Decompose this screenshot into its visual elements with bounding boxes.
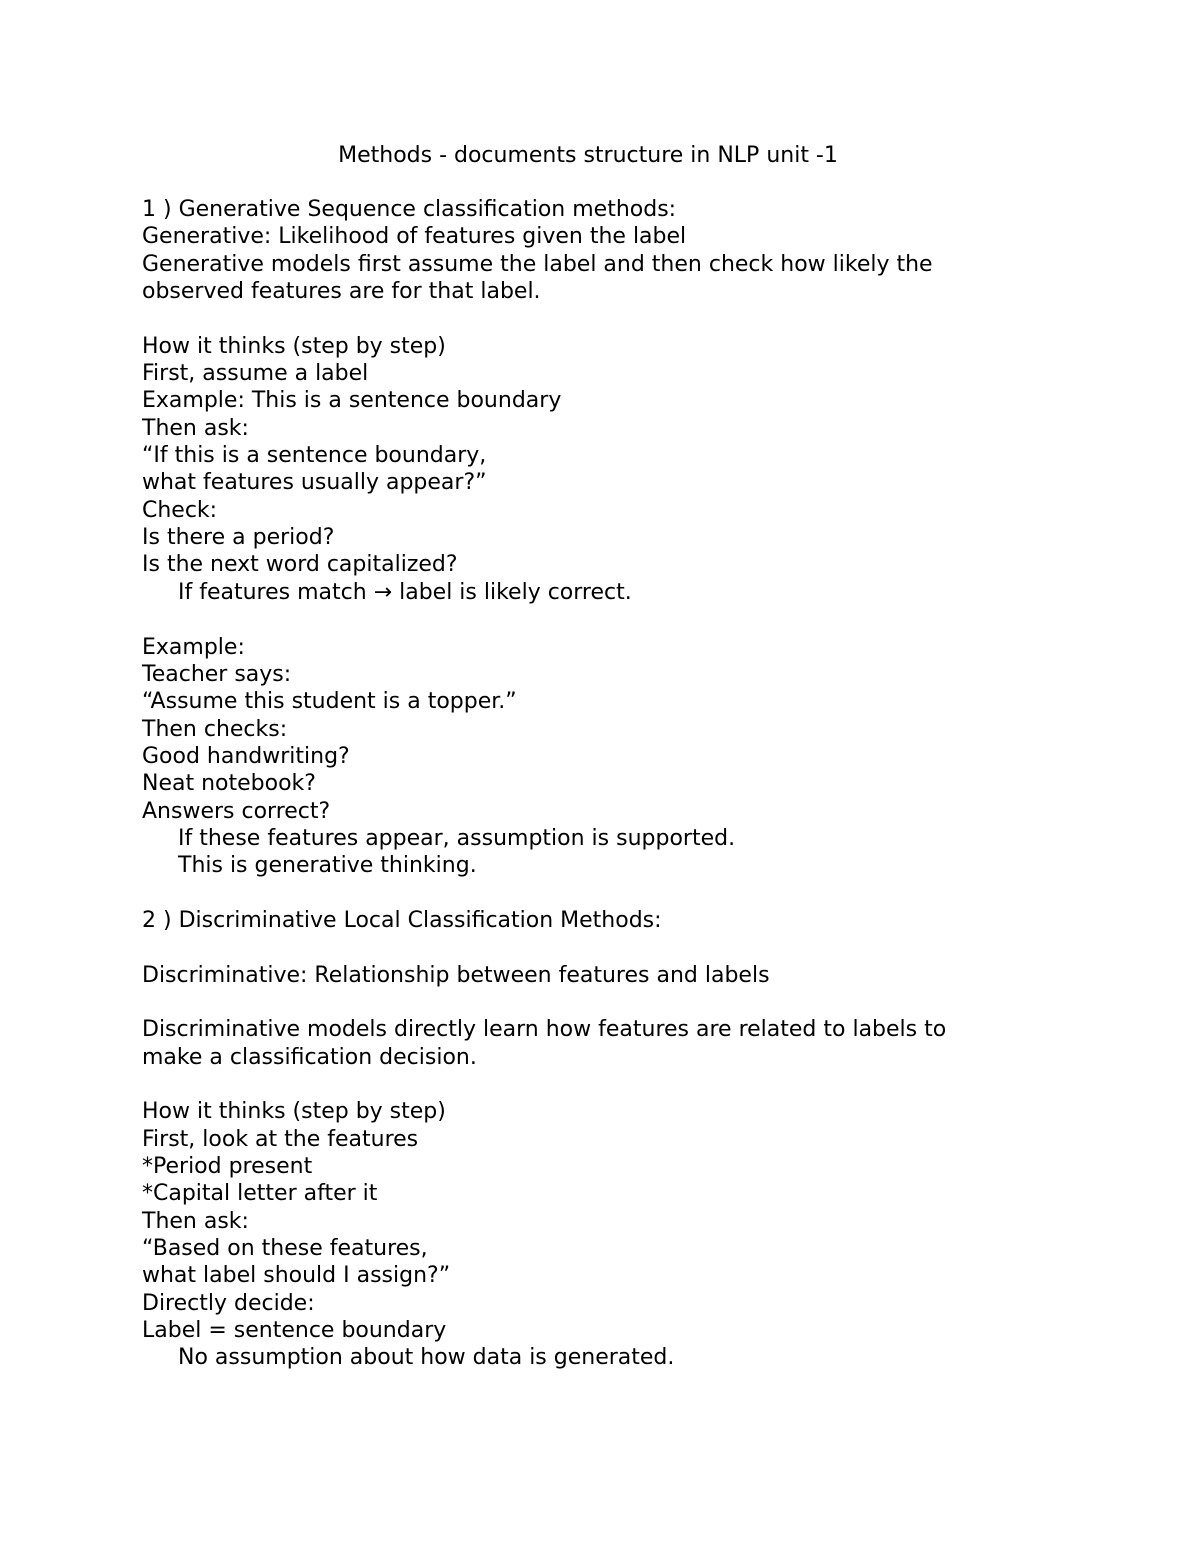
section2-step-line: Then ask:	[142, 1208, 249, 1234]
section2-description-line: Discriminative models directly learn how features are related to labels to	[142, 1017, 947, 1043]
section1-step-line: “If this is a sentence boundary,	[142, 443, 487, 469]
section1-step-line: Example: This is a sentence boundary	[142, 388, 562, 414]
section1-definition: Generative: Likelihood of features given the label	[142, 224, 687, 250]
section1-example-conclusion: If these features appear, assumption is supported.	[178, 825, 736, 851]
section2-step-line: *Capital letter after it	[142, 1181, 378, 1207]
section2-step-line: what label should I assign?”	[142, 1263, 451, 1289]
section1-step-line: First, assume a label	[142, 361, 369, 387]
document-body	[142, 196, 1022, 1372]
section1-description-line: Generative models first assume the label and then check how likely the	[142, 251, 933, 277]
blank-line	[142, 934, 1022, 961]
section1-example-conclusion: This is generative thinking.	[178, 853, 477, 879]
section1-example-line: Answers correct?	[142, 798, 331, 824]
section1-heading: 1 ) Generative Sequence classification methods:	[142, 197, 677, 222]
section2-heading: 2 ) Discriminative Local Classification Methods:	[142, 907, 662, 933]
section2-step-line: First, look at the features	[142, 1126, 419, 1152]
section2-step-line: *Period present	[142, 1154, 313, 1180]
section1-example-line: Teacher says:	[142, 661, 292, 687]
section1-steps-conclusion: If features match → label is likely correct.	[178, 579, 632, 605]
section2-step-line: Label = sentence boundary	[142, 1318, 447, 1344]
page-title: Methods - documents structure in NLP unit -1	[338, 143, 838, 168]
section1-step-line: Check:	[142, 497, 218, 523]
section1-step-line: Is the next word capitalized?	[142, 552, 458, 578]
section1-example-line: Good handwriting?	[142, 743, 350, 769]
blank-line	[142, 989, 1022, 1016]
section1-example-line: “Assume this student is a topper.”	[142, 689, 517, 715]
blank-line	[142, 880, 1022, 907]
section2-description-line: make a classification decision.	[142, 1044, 477, 1070]
blank-line	[142, 305, 1022, 332]
section1-example-line: Neat notebook?	[142, 771, 316, 797]
blank-line	[142, 606, 1022, 633]
section2-step-line: How it thinks (step by step)	[142, 1099, 446, 1125]
section1-description-line: observed features are for that label.	[142, 279, 541, 305]
section2-definition: Discriminative: Relationship between features and labels	[142, 962, 770, 988]
section1-step-line: Then ask:	[142, 415, 249, 441]
section1-step-line: How it thinks (step by step)	[142, 333, 446, 359]
section1-step-line: Is there a period?	[142, 525, 335, 551]
section2-step-line: Directly decide:	[142, 1290, 315, 1316]
blank-line	[142, 1071, 1022, 1098]
section1-step-line: what features usually appear?”	[142, 470, 487, 496]
section1-example-line: Example:	[142, 634, 245, 660]
section1-example-line: Then checks:	[142, 716, 288, 742]
section2-steps-conclusion: No assumption about how data is generated.	[178, 1345, 675, 1371]
section2-step-line: “Based on these features,	[142, 1236, 428, 1262]
